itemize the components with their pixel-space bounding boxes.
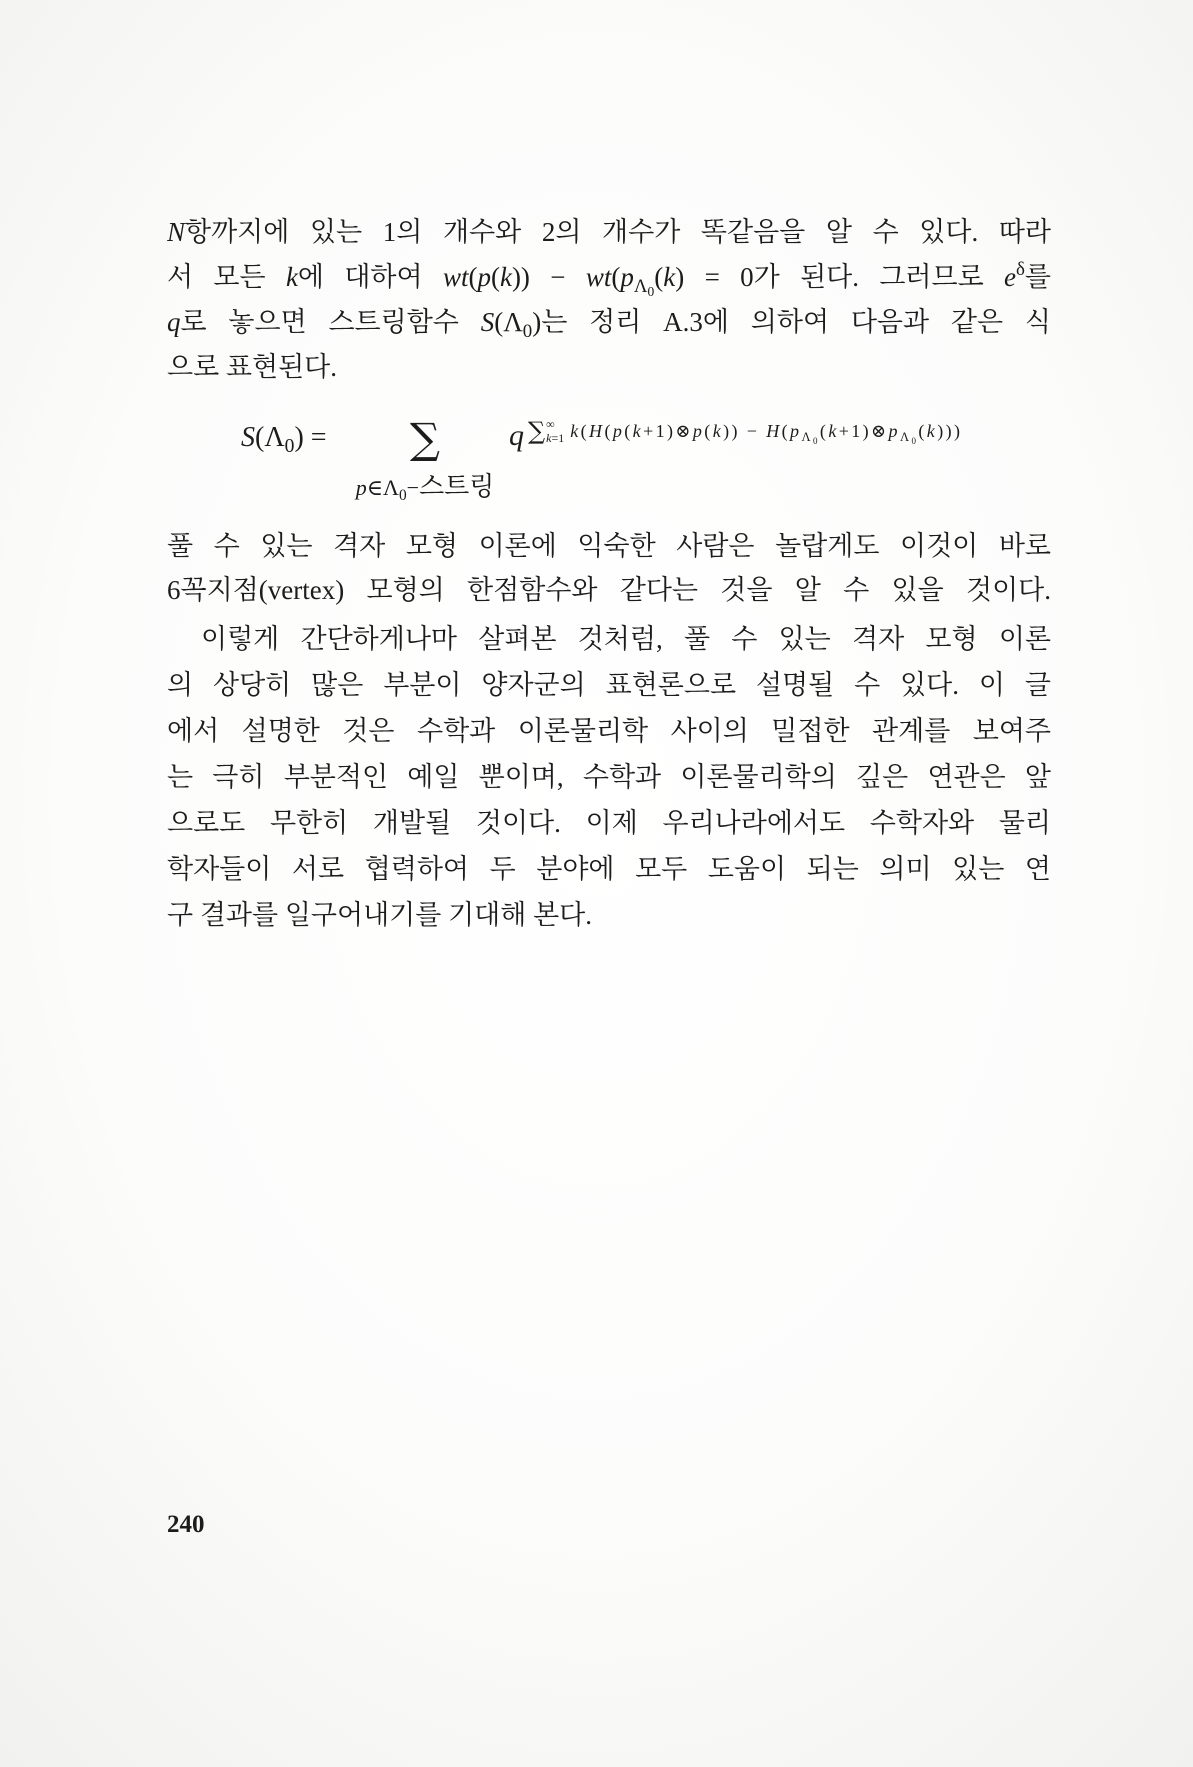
math-variable: q [167, 307, 181, 337]
lower-limit [546, 432, 564, 444]
math-variable: p [355, 475, 367, 500]
math-variable: k [632, 421, 644, 441]
equation-lhs [241, 419, 327, 460]
subscript: 0 [647, 284, 655, 300]
text-run: 를 [1024, 262, 1051, 292]
exponent-expression [570, 421, 963, 446]
math-variable: k [285, 262, 298, 292]
math-variable: S [241, 422, 255, 453]
subscript: Λ [899, 429, 912, 444]
text-line [167, 616, 1051, 662]
subscript: 0 [522, 320, 533, 342]
paragraph [167, 616, 1051, 938]
text-line [167, 708, 1051, 754]
text-run: ( [611, 262, 621, 292]
math-variable: k [828, 421, 839, 441]
text-run: ( [604, 421, 613, 441]
text-run: ( [781, 421, 791, 441]
text-run: =1 [551, 431, 565, 445]
text-run: )) − [511, 262, 586, 292]
text-run: 로 놓으면 스트링함수 [180, 307, 481, 337]
math-variable: p [477, 262, 491, 292]
text-run: − [406, 475, 420, 500]
subscript: Λ [801, 429, 813, 444]
text-line [167, 345, 1051, 390]
math-variable: k [499, 262, 512, 292]
text-run: ( [819, 421, 829, 441]
text-run: 으로 표현된다. [167, 352, 337, 382]
exponent [528, 413, 962, 449]
math-variable: S [480, 307, 495, 337]
text-line [167, 568, 1051, 612]
math-variable: p [888, 421, 900, 441]
text-run: 의 상당히 많은 부분이 양자군의 표현론으로 설명될 수 있다. 이 글 [167, 670, 1051, 700]
text-run: 학자들이 서로 협력하여 두 분야에 모두 도움이 되는 의미 있는 연 [167, 854, 1051, 884]
subscript: 0 [398, 486, 407, 504]
summation-index [336, 470, 514, 508]
math-variable: k [712, 421, 724, 441]
text-run: ))) [937, 421, 963, 441]
text-run: 이렇게 간단하게나마 살펴본 것처럼, 풀 수 있는 격자 모형 이론 [201, 624, 1051, 654]
text-run: 항까지에 있는 1의 개수와 2의 개수가 똑같음을 알 수 있다. 따라 [185, 217, 1051, 247]
math-variable: k [926, 421, 938, 441]
math-variable: k [570, 421, 581, 441]
text-line [167, 846, 1051, 892]
text-run: 에 대하여 [297, 262, 443, 292]
text-run: 에서 설명한 것은 수학과 이론물리학 사이의 밀접한 관계를 보여주 [167, 716, 1051, 746]
subscript: 0 [813, 435, 820, 446]
upper-limit: ∞ [546, 417, 555, 431]
math-variable: p [612, 421, 625, 441]
summation-limits [546, 418, 564, 444]
math-variable: p [790, 421, 802, 441]
text-run: (Λ [494, 307, 523, 337]
math-variable: wt [585, 262, 612, 292]
math-variable: k [663, 262, 676, 292]
math-variable: wt [442, 262, 469, 292]
paragraph [167, 524, 1051, 612]
text-run: ∈Λ [366, 475, 399, 500]
math-variable: H [589, 421, 605, 441]
superscript: δ [1016, 258, 1025, 280]
text-run: ( [490, 262, 500, 292]
text-run: ( [704, 421, 713, 441]
text-line [167, 800, 1051, 846]
math-variable: p [692, 421, 705, 441]
text-run: ) = [294, 422, 327, 453]
text-run: 풀 수 있는 격자 모형 이론에 익숙한 사람은 놀랍게도 이것이 바로 [167, 531, 1051, 561]
subscript: 0 [284, 435, 295, 457]
text-run: 구 결과를 일구어내기를 기대해 본다. [167, 900, 592, 930]
text-run: +1)⊗ [838, 421, 889, 441]
summation-operator: ∑ [410, 414, 440, 463]
text-line [167, 255, 1051, 300]
math-variable: e [1004, 262, 1017, 292]
math-variable: p [620, 262, 634, 292]
text-run: 는 극히 부분적인 예일 뿐이며, 수학과 이론물리학의 깊은 연관은 앞 [167, 762, 1051, 792]
text-run: )는 정리 A.3에 의하여 다음과 같은 식 [532, 307, 1051, 337]
text-line [167, 892, 1051, 938]
subscript: 0 [911, 435, 919, 446]
text-line [167, 210, 1051, 255]
text-run: ) = 0가 된다. 그러므로 [675, 262, 1005, 292]
text-run: ( [918, 421, 927, 441]
text-line [167, 300, 1051, 345]
text-run: 스트링 [419, 472, 495, 501]
text-line [167, 754, 1051, 800]
math-variable: k [546, 431, 552, 445]
text-run: ( [624, 421, 633, 441]
subscript: Λ [633, 275, 648, 297]
text-run: 서 모든 [167, 262, 286, 292]
text-run: 6꼭지점(vertex) 모형의 한점함수와 같다는 것을 알 수 있을 것이다. [167, 575, 1051, 605]
math-variable: H [766, 421, 782, 441]
text-run: ( [468, 262, 478, 292]
text-run: 으로도 무한히 개발될 것이다. 이제 우리나라에서도 수학자와 물리 [167, 808, 1051, 838]
math-variable: N [167, 217, 186, 247]
inner-summation-operator: ∑ [528, 417, 546, 445]
text-run: )) − [723, 421, 767, 441]
text-run: ( [654, 262, 664, 292]
text-run: (Λ [255, 422, 285, 453]
page-number: 240 [167, 1511, 205, 1538]
text-run: ( [580, 421, 590, 441]
text-line [167, 662, 1051, 708]
exponent-base: q [509, 419, 524, 452]
paragraph [167, 210, 1051, 390]
text-run: +1)⊗ [643, 421, 693, 441]
text-line [167, 524, 1051, 568]
